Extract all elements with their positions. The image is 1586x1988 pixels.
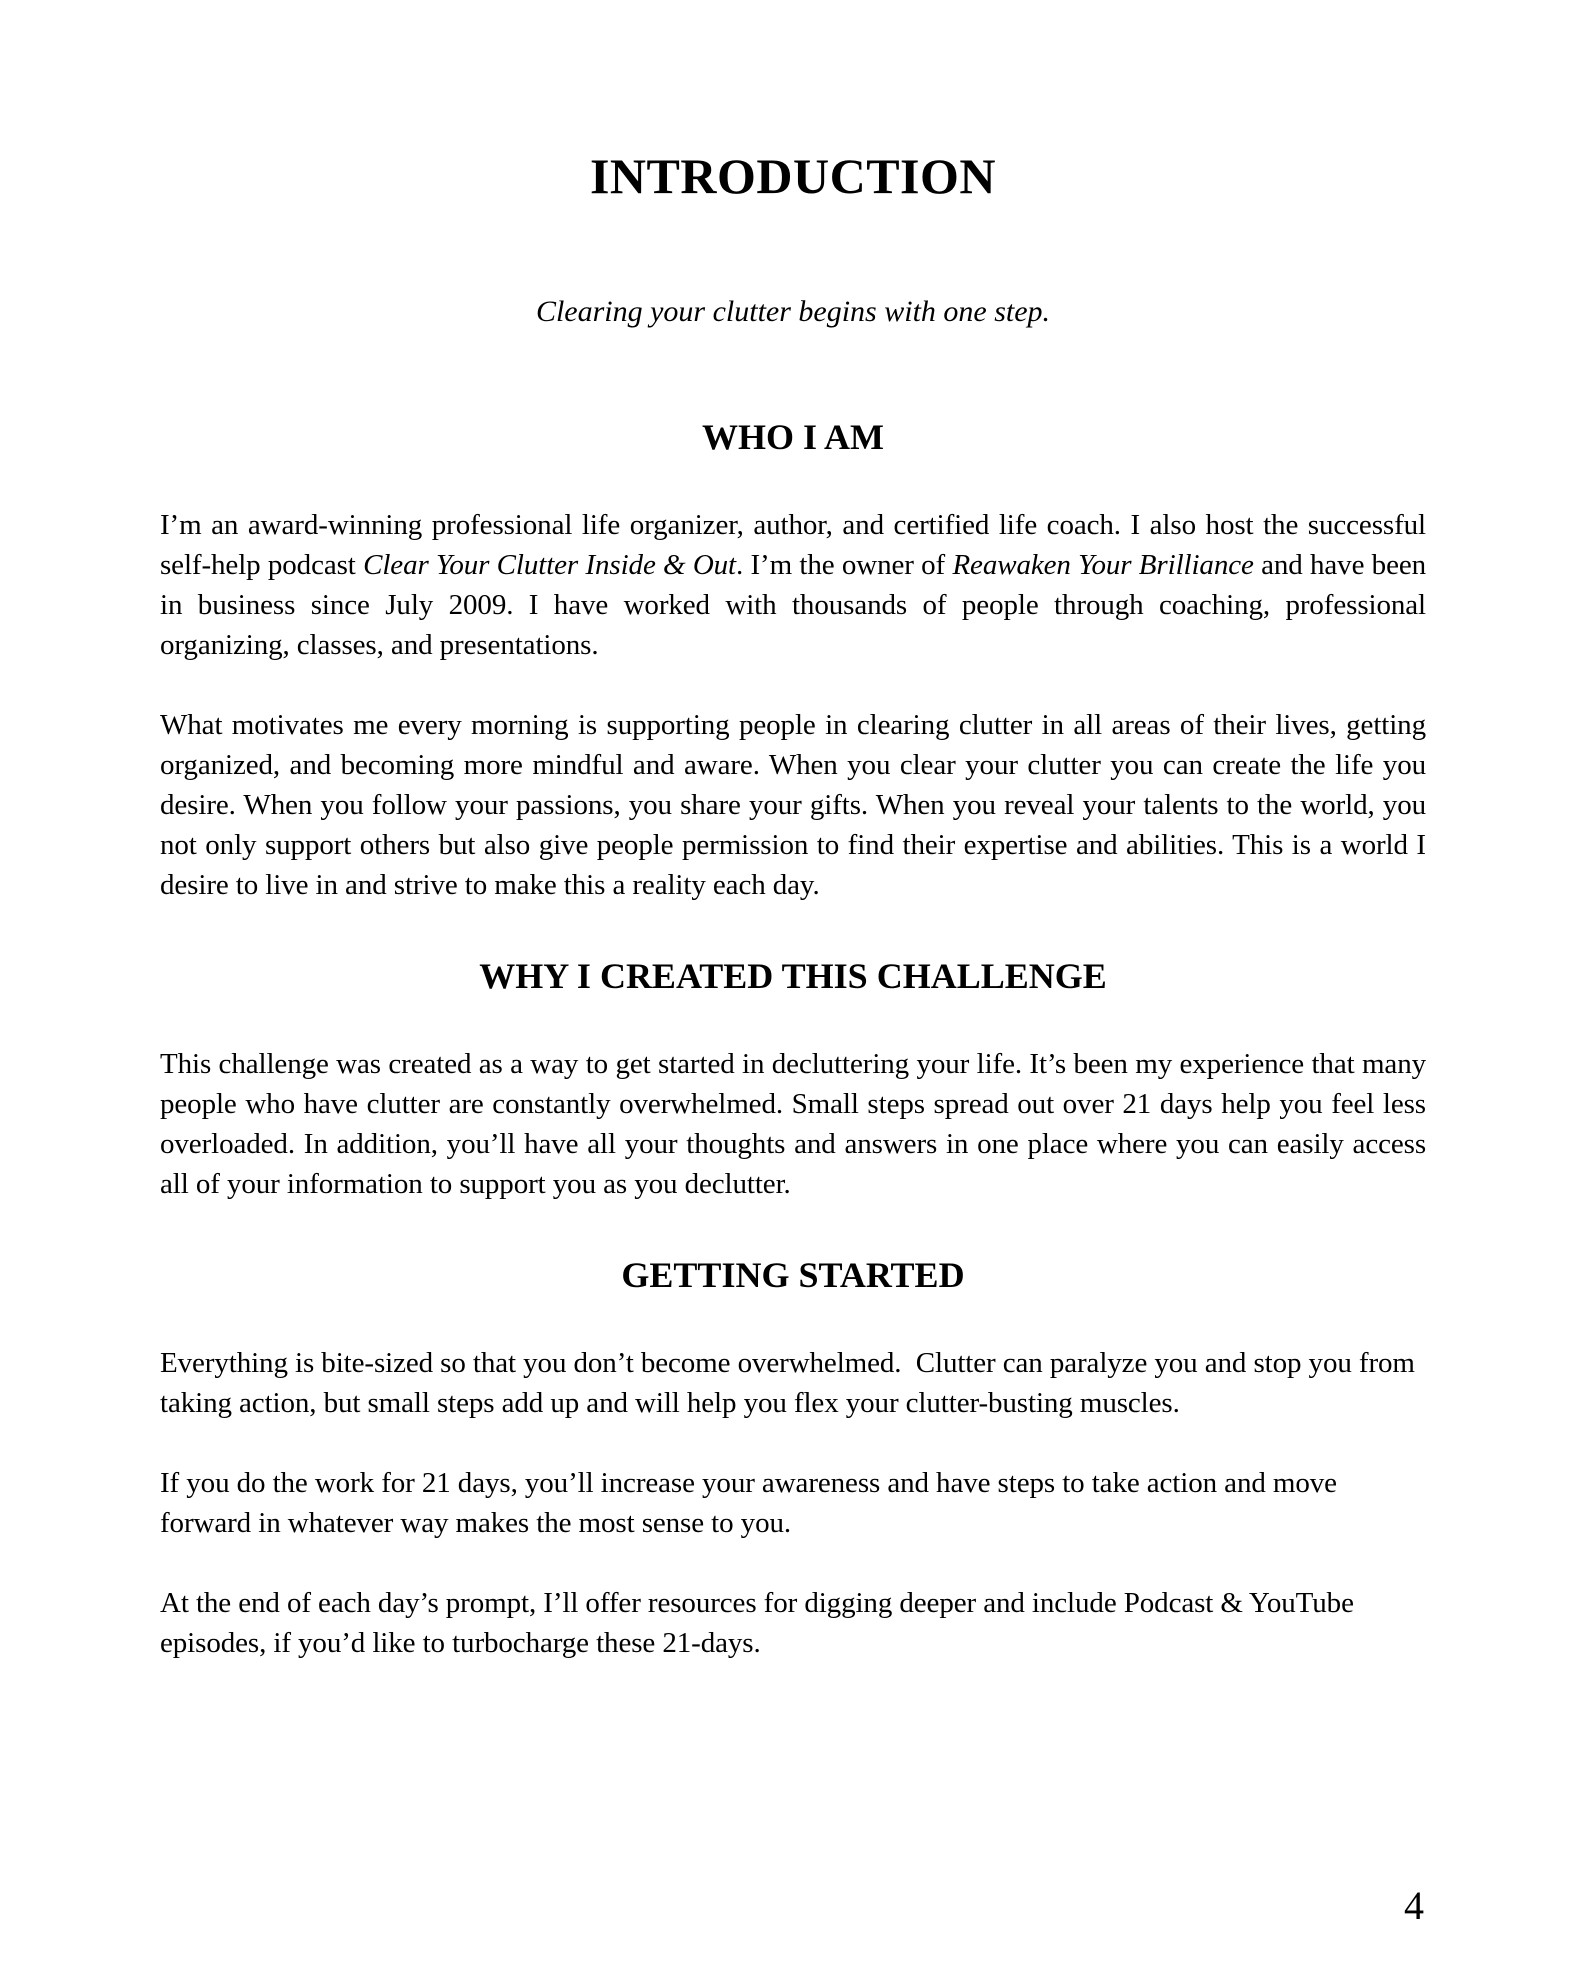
text-run: . I’m the owner of xyxy=(736,548,953,581)
paragraph: If you do the work for 21 days, you’ll increase your awareness and have steps to take action and move forward in whatever way makes the most sense to you. xyxy=(160,1467,1337,1540)
section-getting-started xyxy=(160,1254,1426,1663)
page-title: INTRODUCTION xyxy=(589,148,997,204)
section-heading-getting-started: GETTING STARTED xyxy=(621,1254,965,1295)
paragraph xyxy=(160,505,1426,665)
text-run: and have been in business since July 2009. I have worked with thousands of people through coaching, professional organizing, classes, and presentations. xyxy=(160,548,1427,661)
section-heading-why-i-created: WHY I CREATED THIS CHALLENGE xyxy=(479,955,1107,996)
italic-run: Reawaken Your Brilliance xyxy=(952,548,1254,581)
paragraph: Everything is bite-sized so that you don’t become overwhelmed. Clutter can paralyze you and stop you from taking action, but small steps add up and will help you flex your clutter-busting muscles. xyxy=(160,1347,1415,1420)
section-who-i-am xyxy=(160,416,1426,905)
italic-run: Clear Your Clutter Inside & Out xyxy=(363,548,737,581)
paragraph: At the end of each day’s prompt, I’ll offer resources for digging deeper and include Podcast & YouTube episodes, if you’d like to turbocharge these 21-days. xyxy=(160,1587,1354,1660)
section-heading-who-i-am: WHO I AM xyxy=(701,416,884,457)
text-run: I’m an award-winning professional life organizer, author, and certified life coach. I also host the successful self-help podcast xyxy=(160,508,1426,581)
section-why-i-created-this-challenge xyxy=(160,955,1426,1204)
paragraph: What motivates me every morning is supporting people in clearing clutter in all areas of their lives, getting organized, and becoming more mindful and aware. When you clear your clutter you can create the life you desire. When you follow your passions, you share your gifts. When you reveal your talents to the world, you not only support others but also give people permission to find their expertise and abilities. This is a world I desire to live in and strive to make this a reality each day. xyxy=(160,708,1426,901)
page-number: 4 xyxy=(1404,1883,1424,1928)
page-subtitle: Clearing your clutter begins with one step. xyxy=(535,294,1051,328)
paragraph: This challenge was created as a way to get started in decluttering your life. It’s been my experience that many people who have clutter are constantly overwhelmed. Small steps spread out over 21 days help you feel less overloaded. In addition, you’ll have all your thoughts and answers in one place where you can easily access all of your information to support you as you declutter. xyxy=(160,1047,1426,1200)
